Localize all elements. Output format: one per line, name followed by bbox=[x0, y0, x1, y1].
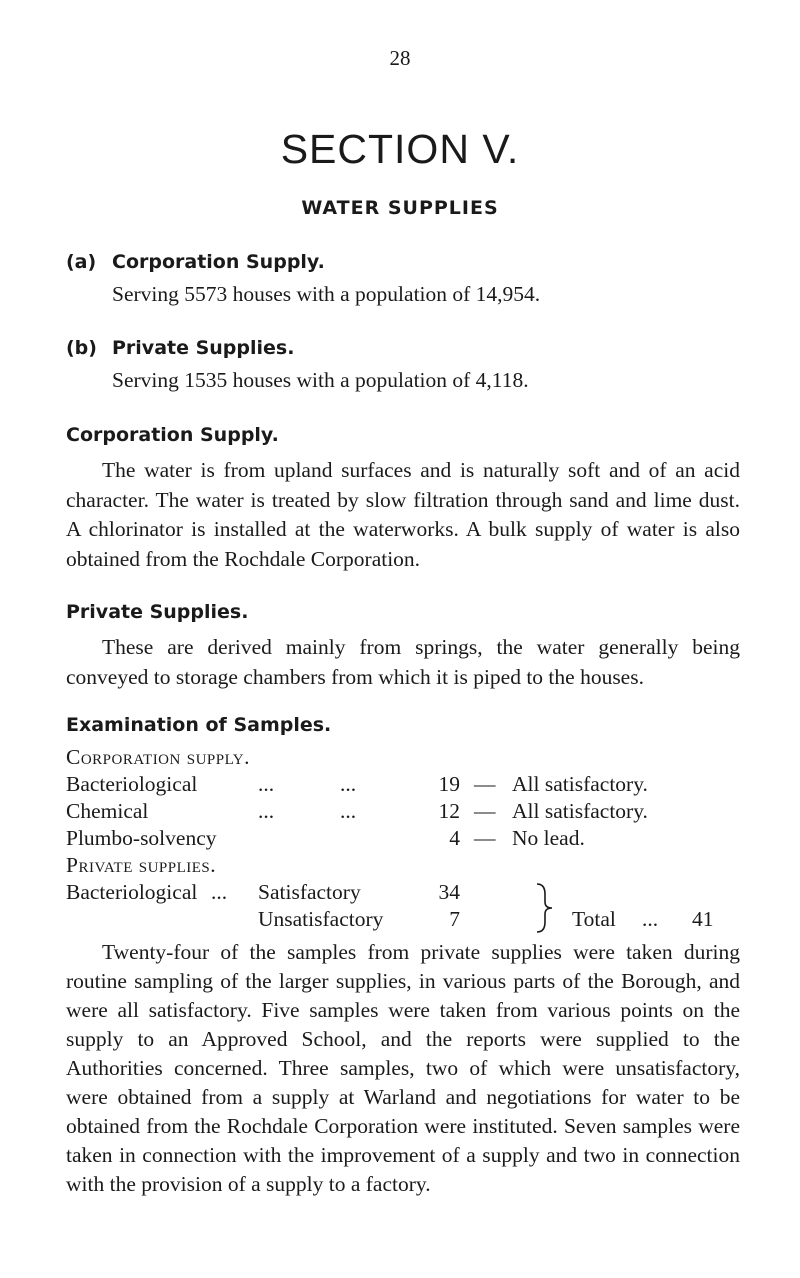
summary-label-b: (b) bbox=[66, 337, 97, 359]
summary-heading-a-text: Corporation Supply. bbox=[112, 251, 325, 273]
exam-row-count: 12 bbox=[438, 799, 460, 823]
corporation-supply-label: Corporation supply. bbox=[66, 745, 250, 769]
private-row-status: Unsatisfactory bbox=[258, 907, 384, 931]
private-supplies-label: Private supplies. bbox=[66, 853, 217, 877]
exam-row-dots: ... bbox=[258, 772, 275, 796]
exam-row-test: Chemical bbox=[66, 799, 149, 823]
exam-row-result: No lead. bbox=[512, 826, 585, 850]
summary-label-a: (a) bbox=[66, 251, 97, 273]
closing-paragraph: Twenty-four of the samples from private supplies were taken during routine sampling of the larger supplies, in various parts of the Borough, and were all satisfactory. Five samples were taken from various points on the supply to an Approved School, and the reports were supplied to the Authorities concerned. Three samples, two of which were unsatisfactory, were obtained from a supply at Warland and negotiations for water to be obtained from the Rochdale Corporation were instituted. Seven samples were taken in connection with the improvement of a supply and two in connection with the provision of a supply to a factory. bbox=[66, 940, 740, 1196]
section-subtitle: WATER SUPPLIES bbox=[301, 197, 499, 219]
summary-text-b: Serving 1535 houses with a population of 4,118. bbox=[112, 368, 529, 392]
total-value: 41 bbox=[692, 907, 714, 931]
exam-row-count: 4 bbox=[449, 826, 460, 850]
exam-row-dash: — bbox=[474, 799, 496, 823]
exam-row-dots: ... bbox=[340, 799, 357, 823]
private-row-status: Satisfactory bbox=[258, 880, 361, 904]
summary-heading-b bbox=[66, 337, 294, 359]
total-dots: ... bbox=[642, 907, 659, 931]
exam-row-dots: ... bbox=[340, 772, 357, 796]
corporation-supply-paragraph: The water is from upland surfaces and is naturally soft and of an acid character. The water is treated by slow filtration through sand and lime dust. A chlorinator is installed at the waterworks. A bulk supply of water is also obtained from the Rochdale Corporation. bbox=[66, 458, 740, 571]
examination-heading: Examination of Samples. bbox=[66, 714, 332, 736]
private-supplies-heading: Private Supplies. bbox=[66, 601, 249, 623]
exam-row-dots: ... bbox=[258, 799, 275, 823]
total-label: Total bbox=[572, 907, 616, 931]
summary-heading-b-text: Private Supplies. bbox=[112, 337, 295, 359]
summary-text-a: Serving 5573 houses with a population of 14,954. bbox=[112, 282, 541, 306]
page-number: 28 bbox=[389, 46, 411, 70]
corporation-supply-heading: Corporation Supply. bbox=[66, 424, 279, 446]
section-title: SECTION V. bbox=[280, 126, 520, 172]
exam-row-result: All satisfactory. bbox=[512, 772, 648, 796]
private-row-dots: ... bbox=[211, 880, 228, 904]
summary-heading-a bbox=[66, 251, 325, 273]
exam-row-count: 19 bbox=[438, 772, 460, 796]
exam-row-dash: — bbox=[474, 772, 496, 796]
private-row-count: 7 bbox=[449, 907, 460, 931]
private-supplies-paragraph: These are derived mainly from springs, the water generally being conveyed to storage chambers from which it is piped to the houses. bbox=[66, 635, 740, 689]
private-row-count: 34 bbox=[438, 880, 460, 904]
exam-row-test: Bacteriological bbox=[66, 772, 198, 796]
exam-row-test: Plumbo-solvency bbox=[66, 826, 217, 850]
right-brace-icon bbox=[533, 880, 555, 936]
exam-row-result: All satisfactory. bbox=[512, 799, 648, 823]
private-row-test: Bacteriological bbox=[66, 880, 198, 904]
exam-row-dash: — bbox=[474, 826, 496, 850]
